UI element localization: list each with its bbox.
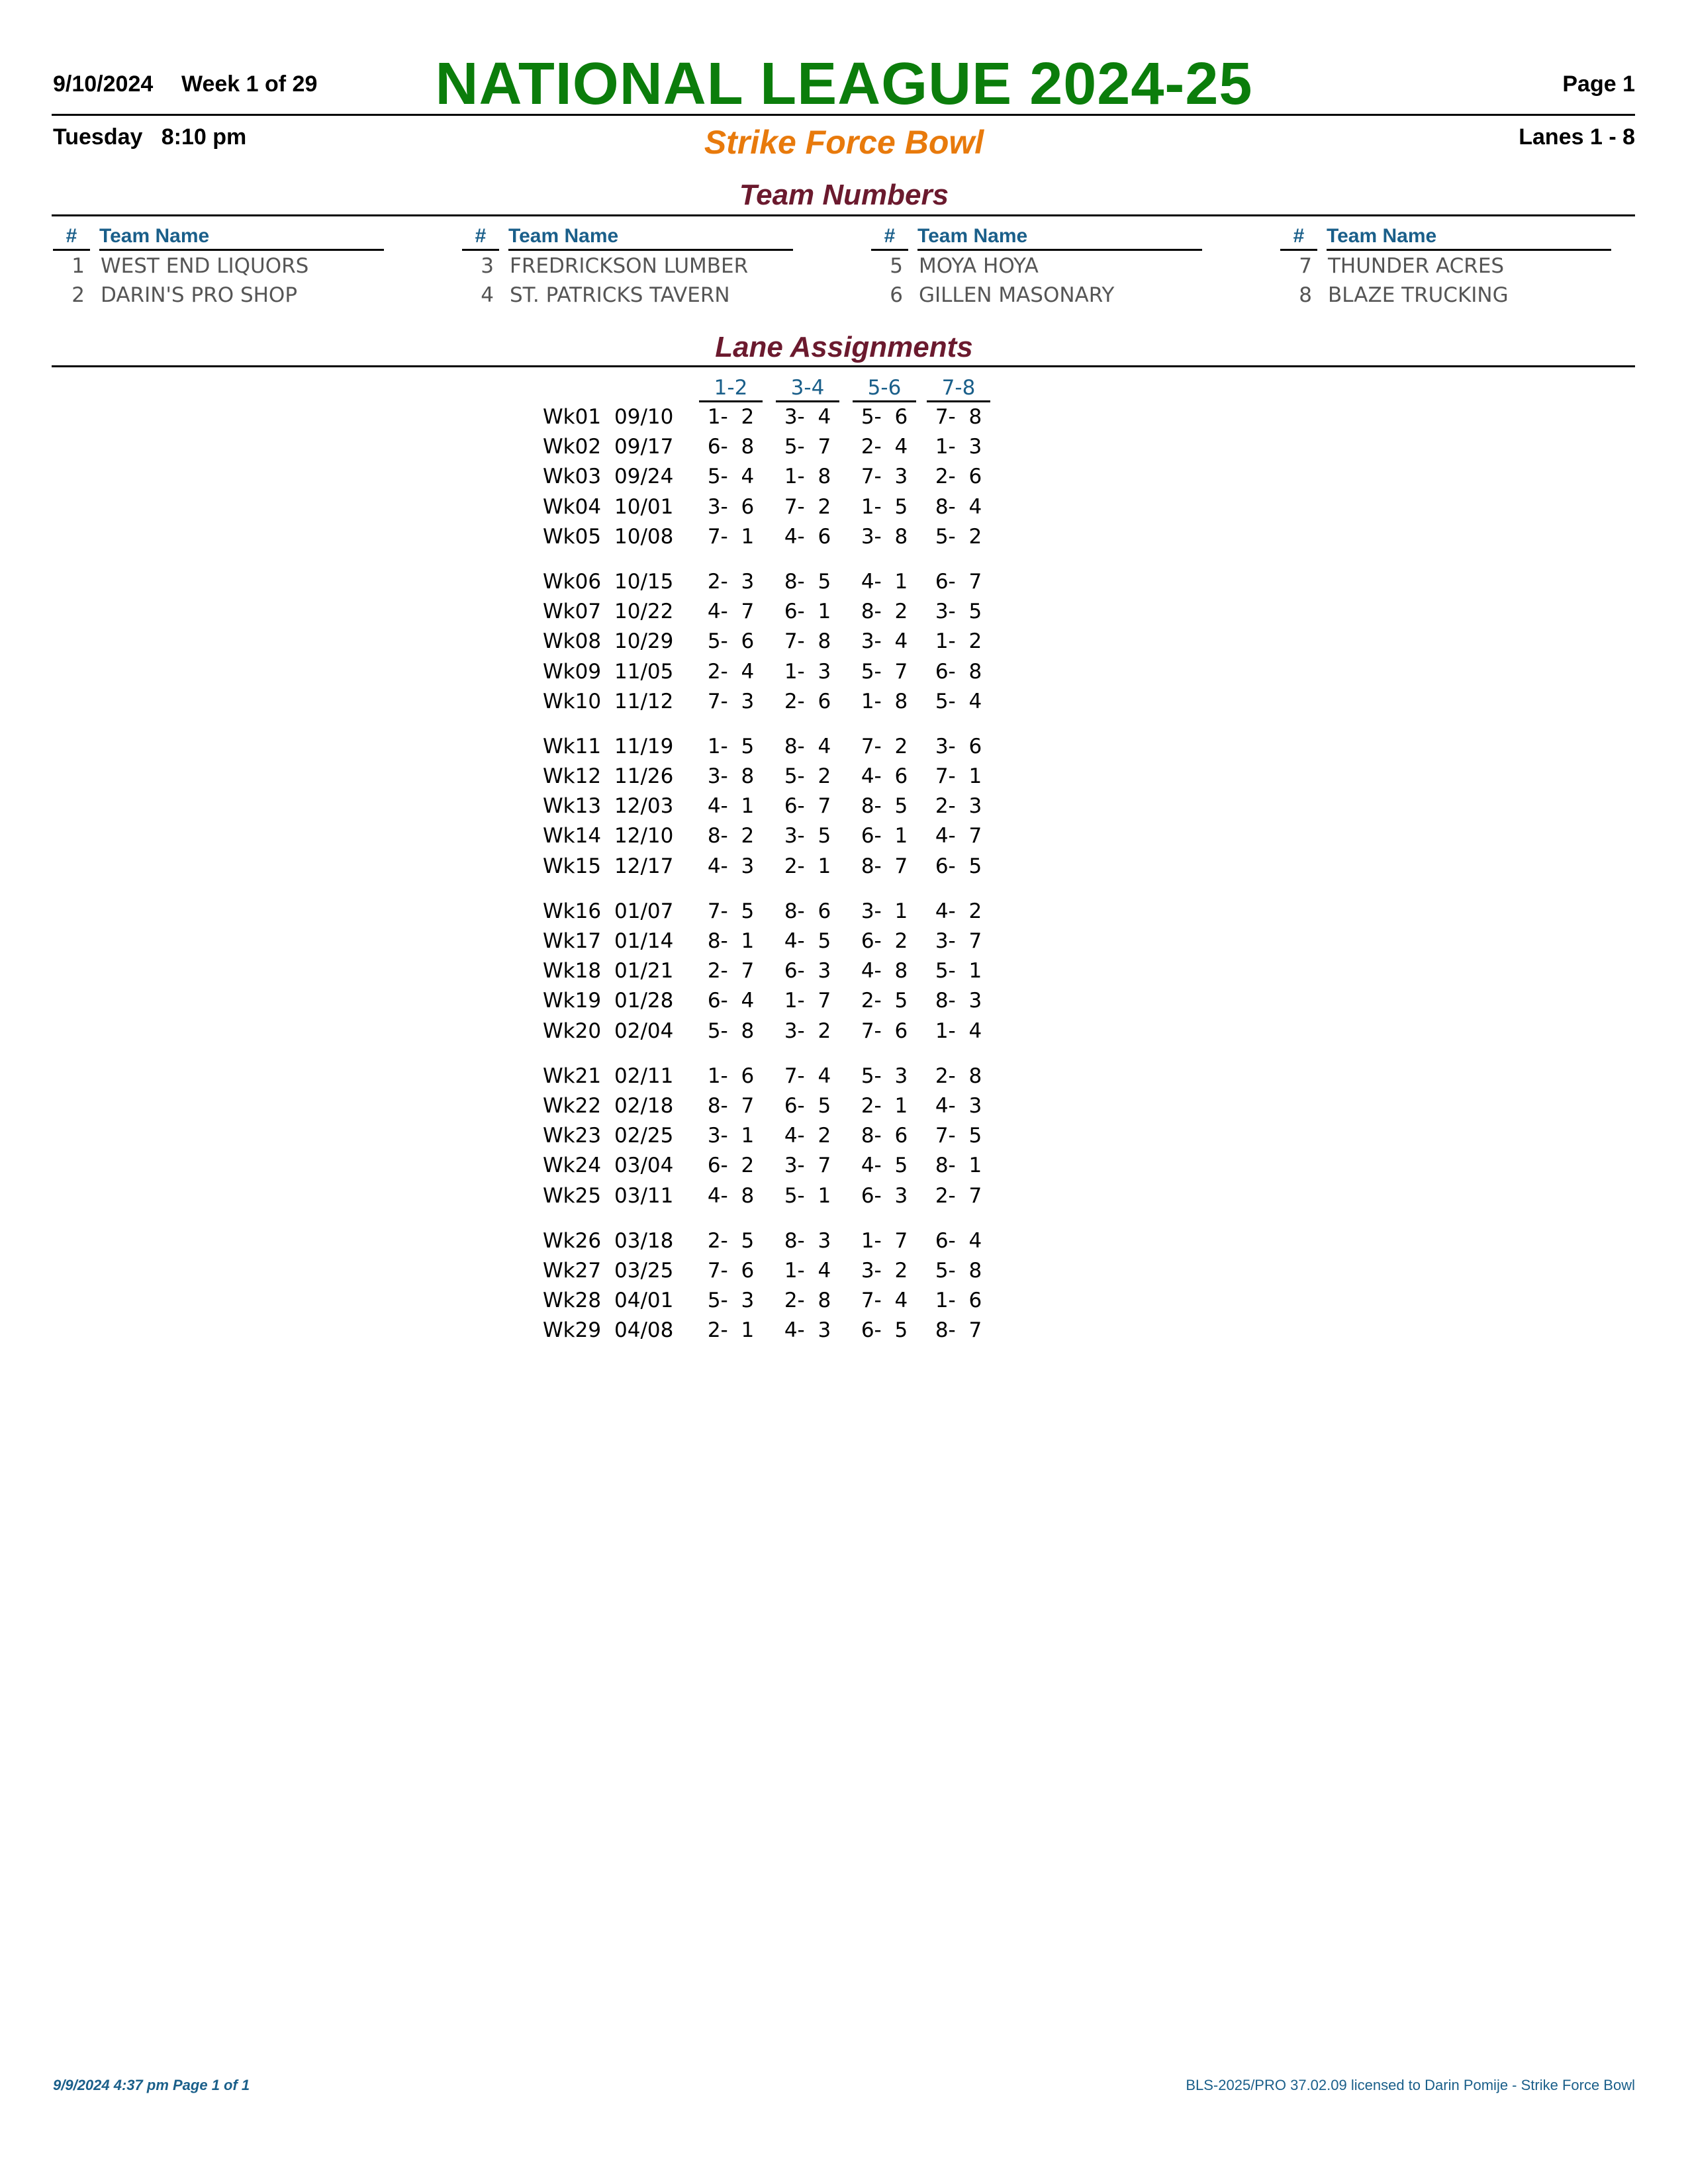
matchup-cell: 7- 8 [784, 629, 831, 654]
week-date: 11/19 [614, 734, 674, 758]
matchup-cell: 1- 4 [935, 1019, 982, 1043]
lane-pair-header: 1-2 [699, 376, 763, 402]
matchup-cell: 1- 2 [707, 405, 755, 429]
matchup-cell: 8- 6 [784, 899, 831, 923]
team-number: 4 [481, 283, 494, 307]
week-date: 09/17 [614, 435, 674, 459]
matchup-cell: 3- 4 [861, 629, 908, 654]
matchup-cell: 8- 2 [861, 600, 908, 624]
header-rule [52, 114, 1635, 116]
week-date: 02/25 [614, 1124, 674, 1148]
lane-pair-header: 5-6 [853, 376, 916, 402]
matchup-cell: 1- 7 [861, 1228, 908, 1253]
matchup-cell: 6- 5 [861, 1318, 908, 1343]
week-label: Wk09 [543, 659, 602, 684]
matchup-cell: 8- 7 [861, 854, 908, 878]
week-date: 01/14 [614, 929, 674, 953]
matchup-cell: 3- 8 [707, 764, 755, 789]
matchup-cell: 6- 3 [784, 959, 831, 983]
matchup-cell: 4- 2 [935, 899, 982, 923]
matchup-cell: 3- 4 [784, 405, 831, 429]
matchup-cell: 3- 6 [707, 494, 755, 519]
week-label: Wk25 [543, 1183, 602, 1208]
week-label: Wk17 [543, 929, 602, 953]
week-date: 10/01 [614, 494, 674, 519]
matchup-cell: 1- 5 [707, 734, 755, 758]
matchup-cell: 5- 4 [935, 689, 982, 713]
matchup-cell: 1- 3 [784, 659, 831, 684]
week-date: 02/04 [614, 1019, 674, 1043]
team-name: FREDRICKSON LUMBER [510, 254, 749, 278]
matchup-cell: 5- 7 [861, 659, 908, 684]
matchup-cell: 6- 2 [861, 929, 908, 953]
week-label: Wk22 [543, 1093, 602, 1118]
week-date: 10/08 [614, 524, 674, 549]
team-number: 1 [71, 254, 85, 278]
matchup-cell: 3- 5 [935, 600, 982, 624]
league-title: NATIONAL LEAGUE 2024-25 [435, 51, 1253, 117]
week-date: 10/29 [614, 629, 674, 654]
matchup-cell: 8- 5 [784, 569, 831, 594]
matchup-cell: 5- 7 [784, 435, 831, 459]
team-name: BLAZE TRUCKING [1328, 283, 1509, 307]
week-date: 03/04 [614, 1154, 674, 1178]
team-number-header: # [1280, 225, 1317, 251]
week-label: Wk11 [543, 734, 602, 758]
matchup-cell: 1- 6 [935, 1289, 982, 1313]
team-name-header: Team Name [917, 225, 1202, 251]
matchup-cell: 3- 7 [935, 929, 982, 953]
matchup-cell: 2- 3 [707, 569, 755, 594]
matchup-cell: 1- 6 [707, 1064, 755, 1088]
week-label: Wk27 [543, 1258, 602, 1283]
week-label: Wk19 [543, 989, 602, 1013]
lane-pair-header: 7-8 [927, 376, 990, 402]
matchup-cell: 7- 2 [861, 734, 908, 758]
team-numbers-rule [52, 214, 1635, 216]
matchup-cell: 7- 3 [861, 465, 908, 489]
week-date: 11/26 [614, 764, 674, 789]
matchup-cell: 5- 3 [707, 1289, 755, 1313]
week-date: 12/10 [614, 824, 674, 848]
matchup-cell: 3- 2 [784, 1019, 831, 1043]
team-number: 7 [1299, 254, 1312, 278]
matchup-cell: 2- 7 [707, 959, 755, 983]
matchup-cell: 5- 4 [707, 465, 755, 489]
matchup-cell: 4- 3 [935, 1093, 982, 1118]
matchup-cell: 6- 7 [784, 794, 831, 819]
week-date: 12/03 [614, 794, 674, 819]
matchup-cell: 8- 7 [707, 1093, 755, 1118]
week-label: Wk07 [543, 600, 602, 624]
matchup-cell: 7- 3 [707, 689, 755, 713]
week-label: Wk16 [543, 899, 602, 923]
matchup-cell: 6- 4 [707, 989, 755, 1013]
week-label: Wk23 [543, 1124, 602, 1148]
matchup-cell: 6- 2 [707, 1154, 755, 1178]
week-date: 10/22 [614, 600, 674, 624]
week-date: 10/15 [614, 569, 674, 594]
matchup-cell: 2- 5 [861, 989, 908, 1013]
week-label: Wk05 [543, 524, 602, 549]
week-label: Wk01 [543, 405, 602, 429]
matchup-cell: 2- 7 [935, 1183, 982, 1208]
matchup-cell: 2- 4 [707, 659, 755, 684]
matchup-cell: 1- 7 [784, 989, 831, 1013]
week-label: Wk24 [543, 1154, 602, 1178]
week-date: 02/18 [614, 1093, 674, 1118]
week-label: Wk28 [543, 1289, 602, 1313]
week-date: 12/17 [614, 854, 674, 878]
week-label: Wk02 [543, 435, 602, 459]
matchup-cell: 5- 6 [861, 405, 908, 429]
matchup-cell: 3- 6 [935, 734, 982, 758]
matchup-cell: 2- 1 [861, 1093, 908, 1118]
matchup-cell: 1- 3 [935, 435, 982, 459]
footer-print-info: 9/9/2024 4:37 pm Page 1 of 1 [53, 2077, 250, 2093]
matchup-cell: 2- 8 [935, 1064, 982, 1088]
week-date: 09/24 [614, 465, 674, 489]
week-label: Wk26 [543, 1228, 602, 1253]
team-number: 2 [71, 283, 85, 307]
team-number: 5 [890, 254, 903, 278]
matchup-cell: 7- 4 [784, 1064, 831, 1088]
week-date: 04/08 [614, 1318, 674, 1343]
week-date: 09/10 [614, 405, 674, 429]
matchup-cell: 1- 4 [784, 1258, 831, 1283]
matchup-cell: 6- 5 [935, 854, 982, 878]
week-label: Wk10 [543, 689, 602, 713]
matchup-cell: 7- 8 [935, 405, 982, 429]
matchup-cell: 1- 8 [861, 689, 908, 713]
page-number: Page 1 [1562, 71, 1635, 97]
team-number: 6 [890, 283, 903, 307]
week-date: 01/21 [614, 959, 674, 983]
matchup-cell: 8- 1 [935, 1154, 982, 1178]
matchup-cell: 6- 7 [935, 569, 982, 594]
week-label: Wk04 [543, 494, 602, 519]
matchup-cell: 2- 5 [707, 1228, 755, 1253]
matchup-cell: 4- 5 [861, 1154, 908, 1178]
matchup-cell: 8- 3 [784, 1228, 831, 1253]
team-name: DARIN'S PRO SHOP [101, 283, 298, 307]
matchup-cell: 8- 2 [707, 824, 755, 848]
matchup-cell: 5- 8 [935, 1258, 982, 1283]
matchup-cell: 3- 2 [861, 1258, 908, 1283]
matchup-cell: 4- 6 [861, 764, 908, 789]
matchup-cell: 4- 3 [784, 1318, 831, 1343]
matchup-cell: 6- 4 [935, 1228, 982, 1253]
week-date: 11/05 [614, 659, 674, 684]
matchup-cell: 8- 3 [935, 989, 982, 1013]
team-number-header: # [462, 225, 499, 251]
matchup-cell: 3- 7 [784, 1154, 831, 1178]
matchup-cell: 1- 8 [784, 465, 831, 489]
matchup-cell: 2- 1 [784, 854, 831, 878]
matchup-cell: 5- 8 [707, 1019, 755, 1043]
week-date: 03/25 [614, 1258, 674, 1283]
matchup-cell: 2- 1 [707, 1318, 755, 1343]
week-date: 01/07 [614, 899, 674, 923]
team-name: MOYA HOYA [919, 254, 1039, 278]
matchup-cell: 1- 2 [935, 629, 982, 654]
matchup-cell: 7- 2 [784, 494, 831, 519]
lane-assignments-title: Lane Assignments [715, 331, 973, 363]
matchup-cell: 3- 5 [784, 824, 831, 848]
week-label: Wk12 [543, 764, 602, 789]
matchup-cell: 7- 4 [861, 1289, 908, 1313]
matchup-cell: 8- 4 [784, 734, 831, 758]
team-name-header: Team Name [508, 225, 793, 251]
week-date: 04/01 [614, 1289, 674, 1313]
matchup-cell: 6- 8 [707, 435, 755, 459]
matchup-cell: 6- 1 [784, 600, 831, 624]
week-date: 01/28 [614, 989, 674, 1013]
team-name-header: Team Name [1327, 225, 1611, 251]
day-time: Tuesday 8:10 pm [53, 124, 247, 150]
matchup-cell: 5- 1 [935, 959, 982, 983]
week-label: Wk21 [543, 1064, 602, 1088]
matchup-cell: 4- 2 [784, 1124, 831, 1148]
team-number-header: # [53, 225, 90, 251]
footer-license: BLS-2025/PRO 37.02.09 licensed to Darin Pomije - Strike Force Bowl [1186, 2077, 1635, 2093]
team-name: ST. PATRICKS TAVERN [510, 283, 730, 307]
matchup-cell: 5- 2 [784, 764, 831, 789]
matchup-cell: 2- 3 [935, 794, 982, 819]
matchup-cell: 3- 8 [861, 524, 908, 549]
matchup-cell: 3- 1 [861, 899, 908, 923]
team-name: WEST END LIQUORS [101, 254, 309, 278]
matchup-cell: 7- 6 [861, 1019, 908, 1043]
week-label: Wk15 [543, 854, 602, 878]
matchup-cell: 2- 8 [784, 1289, 831, 1313]
matchup-cell: 4- 8 [707, 1183, 755, 1208]
matchup-cell: 4- 1 [707, 794, 755, 819]
week-label: Wk03 [543, 465, 602, 489]
matchup-cell: 5- 1 [784, 1183, 831, 1208]
team-number-header: # [871, 225, 908, 251]
week-date: 03/11 [614, 1183, 674, 1208]
matchup-cell: 8- 1 [707, 929, 755, 953]
matchup-cell: 1- 5 [861, 494, 908, 519]
matchup-cell: 4- 7 [707, 600, 755, 624]
lane-assignments-rule [52, 365, 1635, 367]
team-name-header: Team Name [99, 225, 384, 251]
matchup-cell: 6- 1 [861, 824, 908, 848]
matchup-cell: 6- 5 [784, 1093, 831, 1118]
matchup-cell: 4- 3 [707, 854, 755, 878]
week-date: 02/11 [614, 1064, 674, 1088]
team-name: THUNDER ACRES [1328, 254, 1505, 278]
matchup-cell: 8- 5 [861, 794, 908, 819]
matchup-cell: 7- 5 [707, 899, 755, 923]
print-date: 9/10/2024 [53, 71, 154, 97]
matchup-cell: 6- 8 [935, 659, 982, 684]
matchup-cell: 3- 1 [707, 1124, 755, 1148]
week-label: Wk13 [543, 794, 602, 819]
matchup-cell: 7- 1 [707, 524, 755, 549]
matchup-cell: 8- 6 [861, 1124, 908, 1148]
week-label: Wk06 [543, 569, 602, 594]
week-label: Wk14 [543, 824, 602, 848]
bowling-center-name: Strike Force Bowl [704, 124, 984, 161]
week-label: Wk29 [543, 1318, 602, 1343]
matchup-cell: 7- 5 [935, 1124, 982, 1148]
week-label: Wk08 [543, 629, 602, 654]
week-indicator: Week 1 of 29 [181, 71, 318, 97]
matchup-cell: 5- 3 [861, 1064, 908, 1088]
matchup-cell: 4- 8 [861, 959, 908, 983]
matchup-cell: 6- 3 [861, 1183, 908, 1208]
team-number: 8 [1299, 283, 1312, 307]
matchup-cell: 7- 1 [935, 764, 982, 789]
team-name: GILLEN MASONARY [919, 283, 1115, 307]
week-date: 03/18 [614, 1228, 674, 1253]
lanes-range: Lanes 1 - 8 [1519, 124, 1635, 150]
matchup-cell: 2- 6 [784, 689, 831, 713]
matchup-cell: 5- 6 [707, 629, 755, 654]
matchup-cell: 4- 6 [784, 524, 831, 549]
team-number: 3 [481, 254, 494, 278]
matchup-cell: 8- 7 [935, 1318, 982, 1343]
matchup-cell: 2- 6 [935, 465, 982, 489]
matchup-cell: 4- 7 [935, 824, 982, 848]
week-date: 11/12 [614, 689, 674, 713]
matchup-cell: 7- 6 [707, 1258, 755, 1283]
matchup-cell: 4- 5 [784, 929, 831, 953]
week-label: Wk18 [543, 959, 602, 983]
matchup-cell: 8- 4 [935, 494, 982, 519]
matchup-cell: 5- 2 [935, 524, 982, 549]
week-label: Wk20 [543, 1019, 602, 1043]
team-numbers-title: Team Numbers [739, 179, 949, 211]
lane-pair-header: 3-4 [776, 376, 839, 402]
matchup-cell: 2- 4 [861, 435, 908, 459]
matchup-cell: 4- 1 [861, 569, 908, 594]
